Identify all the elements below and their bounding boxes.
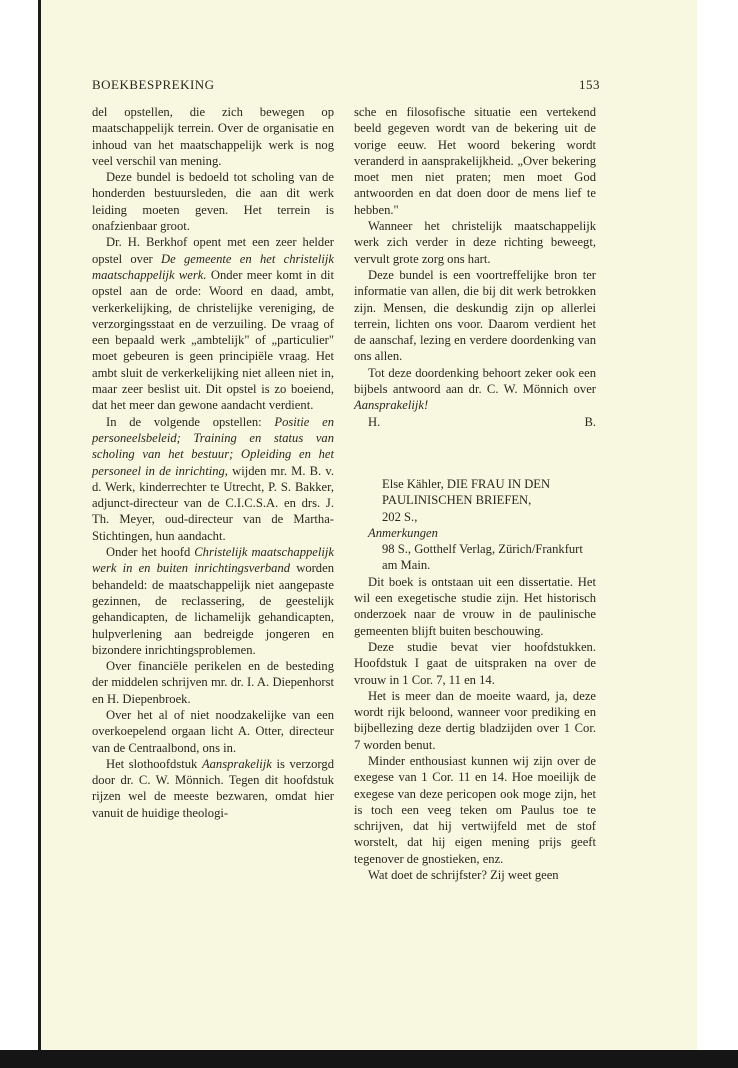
signature-initial-left: H. — [368, 414, 381, 429]
heading-text: 98 S., Gotthelf Verlag, Zürich/Frankfurt am Main. — [382, 542, 583, 573]
text-run: Wanneer het christelijk maatschappelijk werk zich verder in deze richting beweegt, vervult grote zorg ons hart. — [354, 219, 596, 266]
text-run: del opstellen, die zich bewegen op maatschappelijk terrein. Over de organisatie en inhoud van het maatschappelijk werk is nog veel verschil van mening. — [92, 105, 334, 168]
scan-bottom-edge — [0, 1050, 738, 1068]
text-run: is verzorgd door dr. C. W. Mönnich. Tegen dit hoofdstuk rijzen wel de meeste bezwaren, omdat hier vanuit de huidige theologi- — [92, 756, 334, 820]
signature-initial-right: B. — [584, 414, 596, 429]
paragraph — [92, 707, 334, 756]
paragraph — [92, 169, 334, 234]
paragraph — [92, 544, 334, 658]
italic-title: Positie en personeelsbeleid; Training en status van scholing van het bestuur; Opleiding en het personeel in de inrichting, — [92, 414, 334, 478]
text-run: Dr. H. Berkhof opent met een zeer helder opstel over — [92, 235, 334, 266]
review-heading — [354, 476, 596, 574]
paragraph — [354, 867, 596, 883]
text-run: Minder enthousiast kunnen wij zijn over de exegese van 1 Cor. 11 en 14. Hoe moeilijk de exegese van deze pericopen ook moge zijn, het is toch een veeg teken om Paulus toe te schrijven, dat hij vertwijfeld met de stof worstelt, dat hij eigen mening prijs geeft tegenover de gnostieken, enz. — [354, 753, 596, 866]
text-run: sche en filosofische situatie een vertekend beeld gegeven wordt van de bekering uit de vorige eeuw. Het woord bekering wordt veranderd in aansprakelijkheid. „Over bekering moet men niet praten; men moet God antwoorden en dat doen door de mens lief te hebben." — [354, 105, 596, 217]
text-run: Onder het hoofd — [106, 545, 195, 560]
italic-title: Anmerkungen — [368, 525, 438, 540]
text-run: Tot deze doordenking behoort zeker ook een bijbels antwoord aan dr. C. W. Mönnich over — [354, 365, 596, 397]
italic-title: De gemeente en het christelijk maatschappelijk werk. — [92, 251, 334, 282]
scan-margin-right — [697, 0, 738, 1050]
running-head-title: BOEKBESPREKING — [92, 77, 215, 92]
text-run: worden behandeld: de maatschappelijk niet aangepaste gezinnen, de reclassering, de geestelijk gehandicapten, de lichamelijk gehandicapten, hulpverlening aan bedreigde jongeren en bizondere inrichtingsproblemen. — [92, 561, 334, 657]
reviewer-signature — [354, 414, 596, 430]
paragraph — [354, 365, 596, 414]
scan-margin-left — [0, 0, 40, 1068]
italic-title: Aansprakelijk — [201, 756, 272, 771]
paragraph — [354, 753, 596, 867]
paragraph — [354, 218, 596, 267]
paragraph — [92, 104, 334, 169]
paragraph — [354, 574, 596, 639]
text-run: Over het al of niet noodzakelijke van een overkoepelend orgaan licht A. Otter, directeur van de Centraalbond, ons in. — [92, 707, 334, 755]
right-column — [354, 104, 596, 883]
text-run: Deze bundel is bedoeld tot scholing van de honderden bestuursleden, die aan dit werk leiding moeten geven. Het terrein is onafzienbaar groot. — [92, 170, 334, 234]
paragraph — [354, 267, 596, 365]
text-run: Over financiële perikelen en de besteding der middelen schrijven mr. dr. I. A. Diepenhorst en H. Diepenbroek. — [92, 659, 334, 706]
text-run: Het is meer dan de moeite waard, ja, deze wordt rijk beloond, wanneer voor prediking en bijbellezing deze dertig bladzijden over 1 Cor. 7 worden benut. — [354, 688, 596, 752]
text-run: Onder meer komt in dit opstel aan de orde: Woord en daad, ambt, verkerkelijking, de christelijke vereniging, de verzorgingsstaat en de verzuiling. De vraag of een bepaald werk „ambtelijk" of „particulier" moet gebeuren is geen principiële vraag. Het ambt sluit de verkerkelijking niet alleen niet in, maar zeer beslist uit. Dit opstel is zo boeiend, dat het meer dan gewone aandacht verdient. — [92, 267, 334, 413]
review-continuation — [354, 104, 596, 414]
heading-text: 202 S., — [382, 509, 418, 524]
heading-text: PAULINISCHEN BRIEFEN, — [382, 493, 532, 508]
text-run: Wat doet de schrijfster? Zij weet geen — [368, 868, 559, 883]
text-run: wijden mr. M. B. v. d. Werk, kinderrechter te Utrecht, P. S. Bakker, adjunct-directeur van de C.I.C.S.A. en drs. J. Th. Meyer, oud-directeur van de Martha-Stichtingen, hun aandacht. — [92, 463, 334, 543]
text-run: Dit boek is ontstaan uit een dissertatie. Het wil een exegetische studie zijn. Het historisch onderzoek naar de vrouw in de paulinische gemeenten blijft buiten beschouwing. — [354, 574, 596, 638]
text-run: Deze studie bevat vier hoofdstukken. Hoofdstuk I gaat de uitspraken na over de vrouw in 1 Cor. 7, 11 en 14. — [354, 639, 596, 687]
paragraph — [92, 414, 334, 544]
italic-title: Aansprakelijk! — [354, 398, 429, 413]
text-run: Het slothoofdstuk — [106, 756, 202, 771]
left-column — [92, 104, 334, 821]
italic-title: Christelijk maatschappelijk werk in en buiten inrichtingsverband — [92, 545, 334, 576]
paragraph — [354, 688, 596, 753]
page-number: 153 — [579, 77, 600, 92]
paragraph — [92, 234, 334, 413]
review-body — [354, 574, 596, 884]
heading-text: Else Kähler, DIE FRAU IN DEN — [382, 476, 551, 491]
paragraph — [354, 639, 596, 688]
text-run: Deze bundel is een voortreffelijke bron ter informatie van allen, die bij dit werk betrokken zijn. Mensen, die deskundig zijn op allerlei terrein, lichten ons voor. Daarom verdient het de aanschaf, lezing en verdere doordenking van ons allen. — [354, 267, 596, 364]
text-run: In de volgende opstellen: — [106, 414, 275, 429]
paragraph — [92, 658, 334, 707]
paragraph — [92, 756, 334, 821]
paragraph — [354, 104, 596, 218]
